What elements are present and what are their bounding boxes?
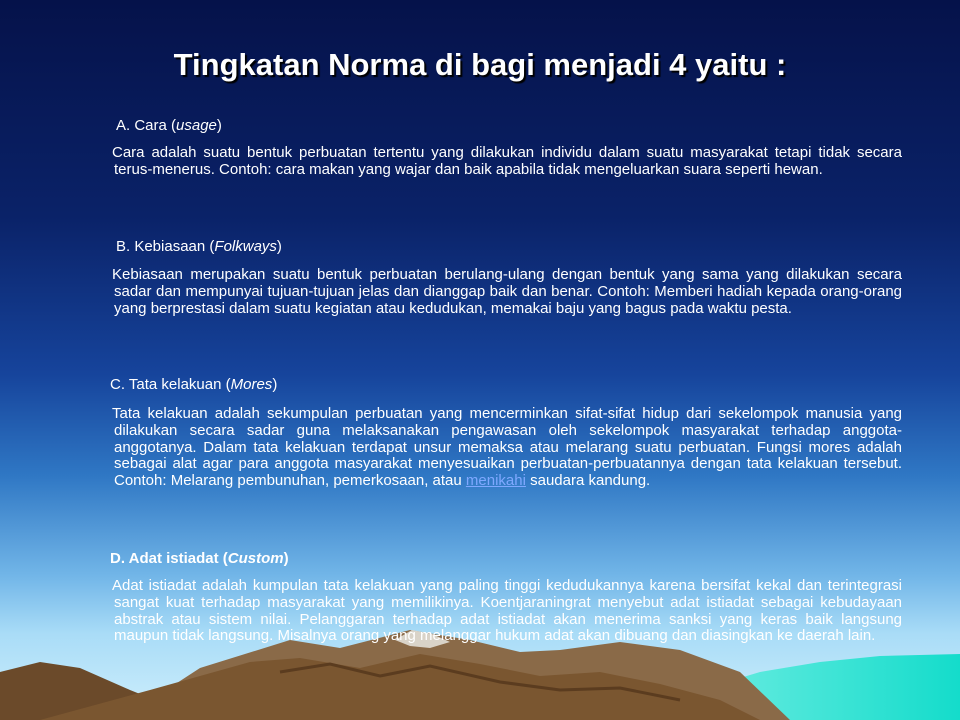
slide-title: Tingkatan Norma di bagi menjadi 4 yaitu : [173,47,787,82]
section-d-term: Custom [227,550,284,567]
section-c-label-prefix: C. Tata kelakuan ( [110,376,231,393]
section-d-text: Adat istiadat adalah kumpulan tata kelakuan yang paling tinggi kedudukannya karena bersifat kekal dan terintegrasi sangat kuat terhadap masyarakat yang memilikinya. Koentjaraningrat menyebut adat istiadat sebagai kebudayaan abstrak atau sistem nilai. Pelanggaran terhadap adat istiadat akan menerima sanksi yang keras baik langsung maupun tidak langsung. Misalnya orang yang melanggar hukum adat akan dibuang dan diasingkan ke daerah lain. [112,577,902,645]
section-a-term: usage [176,117,217,134]
section-d-label-suffix: ) [283,550,289,567]
section-a-label-suffix: ) [216,117,222,134]
section-a-label-prefix: A. Cara ( [116,117,177,134]
section-d-label-prefix: D. Adat istiadat ( [110,550,228,567]
section-c-text [114,406,902,490]
section-c-text-after-link: saudara kandung. [525,472,651,490]
section-a-heading [116,117,222,135]
menikahi-link[interactable]: menikahi [465,472,526,490]
section-a-text: Cara adalah suatu bentuk perbuatan tertentu yang dilakukan individu dalam suatu masyarakat tetapi tidak secara terus-menerus. Contoh: cara makan yang wajar dan baik apabila tidak mengeluarkan suara seperti hewan. [112,144,902,178]
section-b-text: Kebiasaan merupakan suatu bentuk perbuatan berulang-ulang dengan bentuk yang sama yang dilakukan secara sadar dan mempunyai tujuan-tujuan jelas dan dianggap baik dan benar. Contoh: Memberi hadiah kepada orang-orang yang berprestasi dalam suatu kegiatan atau kedudukan, memakai baju yang bagus pada waktu pesta. [112,266,902,317]
section-c-heading [110,376,277,394]
section-c-term: Mores [230,376,273,393]
section-b-label-suffix: ) [276,238,282,255]
section-b-heading [116,238,282,256]
section-b-term: Folkways [214,238,277,255]
section-b-label-prefix: B. Kebiasaan ( [116,238,215,255]
section-c-text-before-link: Tata kelakuan adalah sekumpulan perbuatan yang mencerminkan sifat-sifat hidup dari sekelompok manusia yang dilakukan secara sadar guna melaksanakan pengawasan oleh sekelompok masyarakat terhadap anggota-anggotanya. Dalam tata kelakuan terdapat unsur memaksa atau melarang suatu perbuatan. Fungsi mores adalah sebagai alat agar para anggota masyarakat menyesuaikan perbuatan-perbuatannya dengan tata kelakuan tersebut. Contoh: Melarang pembunuhan, pemerkosaan, atau [112,405,902,490]
section-c-label-suffix: ) [272,376,278,393]
section-d-heading [110,550,289,568]
